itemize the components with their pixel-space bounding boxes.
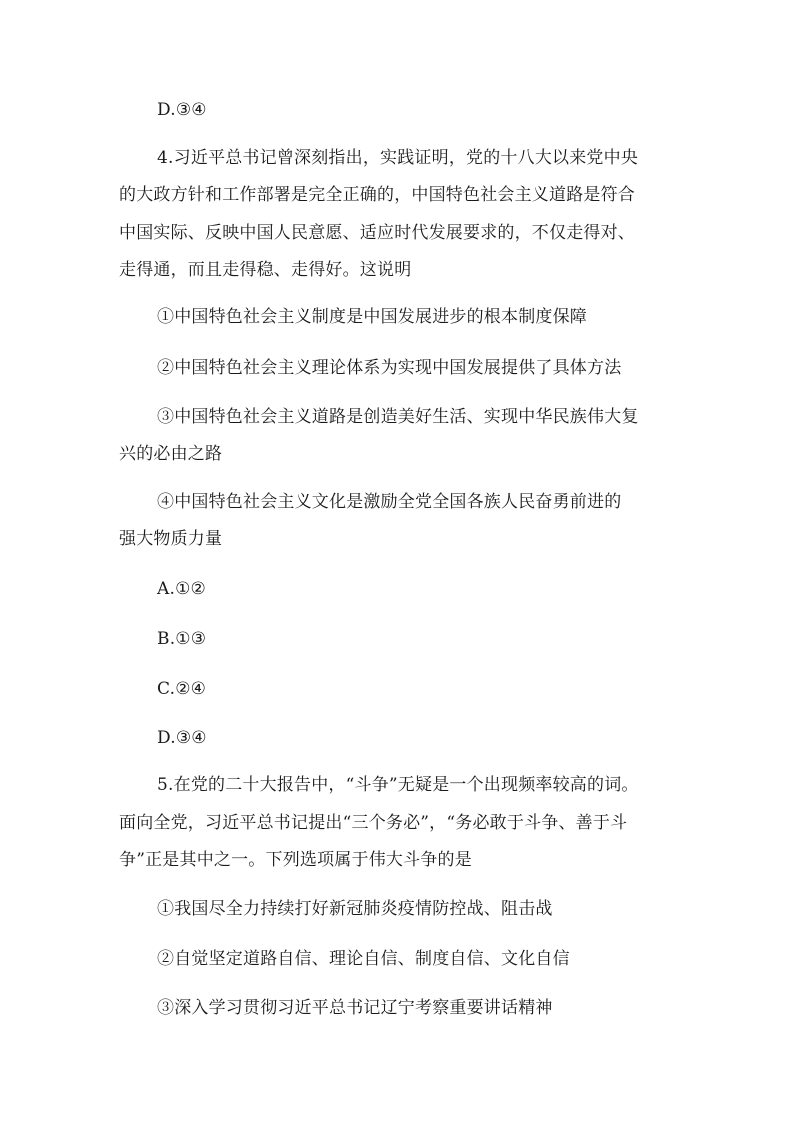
q3-option-d: D.③④	[157, 100, 207, 120]
q4-option-c: C.②④	[157, 679, 207, 699]
q4-statement-4-line-2: 强大物质力量	[119, 529, 223, 549]
q5-statement-3: ③深入学习贯彻习近平总书记辽宁考察重要讲话精神	[157, 998, 553, 1018]
q5-stem-line-3: 争”正是其中之一。下列选项属于伟大斗争的是	[119, 850, 472, 870]
q4-statement-1: ①中国特色社会主义制度是中国发展进步的根本制度保障	[157, 307, 587, 327]
q5-statement-2: ②自觉坚定道路自信、理论自信、制度自信、文化自信	[157, 949, 570, 969]
q4-stem-line-2: 的大政方针和工作部署是完全正确的，中国特色社会主义道路是符合	[119, 185, 635, 205]
q4-option-b: B.①③	[157, 629, 207, 649]
q4-statement-2: ②中国特色社会主义理论体系为实现中国发展提供了具体方法	[157, 358, 622, 378]
q5-statement-1: ①我国尽全力持续打好新冠肺炎疫情防控战、阻击战	[157, 899, 553, 919]
q4-stem-line-4: 走得通，而且走得稳、走得好。这说明	[119, 260, 412, 280]
q4-statement-4-line-1: ④中国特色社会主义文化是激励全党全国各族人民奋勇前进的	[157, 492, 622, 512]
q4-statement-3-line-1: ③中国特色社会主义道路是创造美好生活、实现中华民族伟大复	[157, 407, 639, 427]
q4-option-a: A.①②	[157, 579, 206, 599]
q5-stem-line-1: 5.在党的二十大报告中，“斗争”无疑是一个出现频率较高的词。	[157, 775, 639, 795]
q4-stem-line-3: 中国实际、反映中国人民意愿、适应时代发展要求的，不仅走得对、	[119, 223, 635, 243]
q4-option-d: D.③④	[157, 728, 207, 748]
q4-stem-line-1: 4.习近平总书记曾深刻指出，实践证明，党的十八大以来党中央	[157, 148, 639, 168]
q4-statement-3-line-2: 兴的必由之路	[119, 444, 223, 464]
q5-stem-line-2: 面向全党，习近平总书记提出“三个务必”，“务必敢于斗争、善于斗	[119, 813, 628, 833]
